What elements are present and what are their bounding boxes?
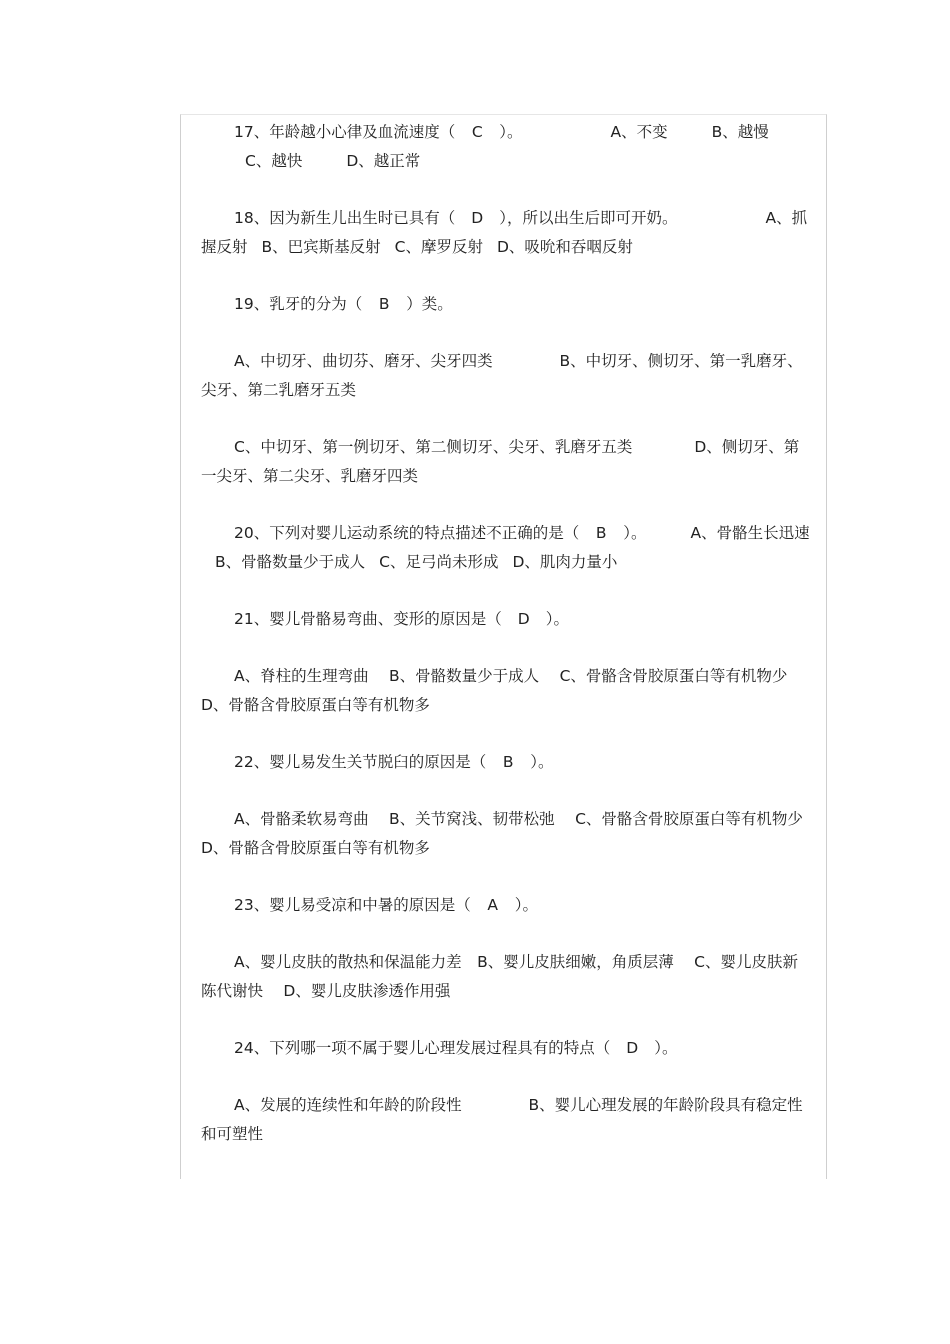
option: A、不变	[610, 123, 668, 141]
option: B、巴宾斯基反射	[261, 238, 381, 256]
option: C、越快	[245, 152, 303, 170]
option: D、越正常	[346, 152, 421, 170]
question-stem: 24、下列哪一项不属于婴儿心理发展过程具有的特点（	[234, 1039, 611, 1057]
question-18	[201, 204, 810, 262]
question-stem: 22、婴儿易发生关节脱臼的原因是（	[234, 753, 487, 771]
question-stem: 18、因为新生儿出生时已具有（	[234, 209, 456, 227]
question-20	[201, 519, 810, 577]
question-stem: 20、下列对婴儿运动系统的特点描述不正确的是（	[234, 524, 580, 542]
answer-letter: A	[487, 896, 499, 914]
answer-letter: D	[517, 610, 530, 628]
question-stem-end: ）。	[654, 1039, 678, 1057]
question-stem: 19、乳牙的分为（	[234, 295, 363, 313]
answer-letter: D	[471, 209, 484, 227]
question-stem: 21、婴儿骨骼易弯曲、变形的原因是（	[234, 610, 502, 628]
option: C、摩罗反射	[394, 238, 483, 256]
question-stem: 23、婴儿易受凉和中暑的原因是（	[234, 896, 471, 914]
answer-letter: C	[471, 123, 483, 141]
question-stem-end: ）类。	[406, 295, 453, 313]
option: B、骨骼数量少于成人	[215, 553, 366, 571]
answer-letter: B	[378, 295, 390, 313]
option: A、抓握反射	[201, 209, 808, 256]
question-24-options: A、发展的连续性和年龄的阶段性 B、婴儿心理发展的年龄阶段具有稳定性和可塑性	[201, 1096, 803, 1143]
question-stem: 17、年龄越小心律及血流速度（	[234, 123, 456, 141]
question-23	[201, 891, 810, 920]
question-stem-end: ）。	[499, 123, 523, 141]
question-24	[201, 1034, 810, 1063]
question-22	[201, 748, 810, 777]
option: D、肌肉力量小	[512, 553, 618, 571]
answer-letter: B	[595, 524, 607, 542]
question-19-options-line-2: C、中切牙、第一例切牙、第二侧切牙、尖牙、乳磨牙五类 D、侧切牙、第一尖牙、第二尖牙、乳磨牙四类	[201, 438, 800, 485]
answer-letter: B	[502, 753, 514, 771]
question-23-options: A、婴儿皮肤的散热和保温能力差 B、婴儿皮肤细嫩，角质层薄 C、婴儿皮肤新陈代谢快 D、婴儿皮肤渗透作用强	[201, 953, 798, 1000]
question-19	[201, 290, 810, 319]
question-stem-end: ）。	[514, 896, 538, 914]
question-19-options-line-1: A、中切牙、曲切芬、磨牙、尖牙四类 B、中切牙、侧切牙、第一乳磨牙、尖牙、第二乳磨牙五类	[201, 352, 803, 399]
question-stem-end: ）。	[545, 610, 569, 628]
answer-letter: D	[626, 1039, 639, 1057]
option: C、足弓尚未形成	[379, 553, 499, 571]
option: D、吸吮和吞咽反射	[496, 238, 633, 256]
document-body	[201, 118, 819, 1177]
question-stem-end: ）。	[623, 524, 647, 542]
option: B、越慢	[711, 123, 769, 141]
question-21	[201, 605, 810, 634]
option: A、骨骼生长迅速	[690, 524, 810, 542]
question-21-options: A、脊柱的生理弯曲 B、骨骼数量少于成人 C、骨骼含骨胶原蛋白等有机物少 D、骨骼含骨胶原蛋白等有机物多	[201, 667, 803, 714]
question-22-options: A、骨骼柔软易弯曲 B、关节窝浅、韧带松弛 C、骨骼含骨胶原蛋白等有机物少 D、骨骼含骨胶原蛋白等有机物多	[201, 810, 819, 857]
question-17	[201, 118, 810, 176]
question-stem-end: ）。	[530, 753, 554, 771]
question-stem-end: ），所以出生后即可开奶。	[499, 209, 678, 227]
